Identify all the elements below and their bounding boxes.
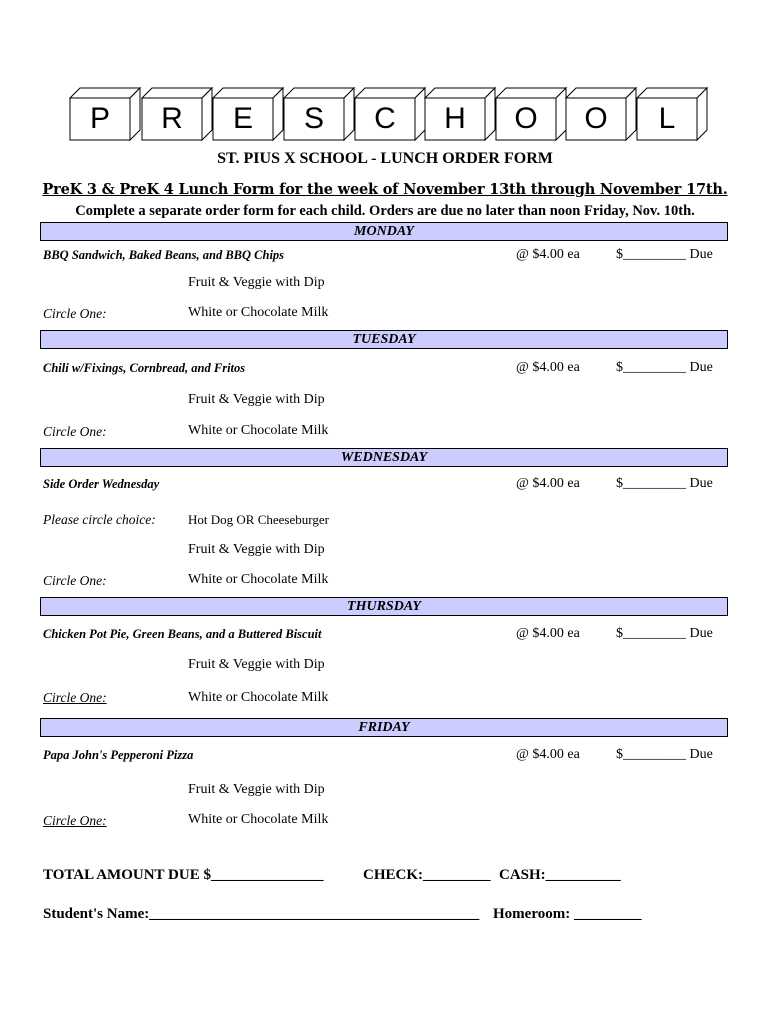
meal-thursday: Chicken Pot Pie, Green Beans, and a Buttered Biscuit [43, 627, 322, 641]
due-field-wednesday[interactable]: $_________ Due [616, 476, 713, 491]
check-field[interactable]: CHECK:_________ [363, 867, 491, 883]
due-field-thursday[interactable]: $_________ Due [616, 626, 713, 641]
meal-friday: Papa John's Pepperoni Pizza [43, 748, 194, 762]
homeroom-field[interactable]: Homeroom: _________ [493, 906, 642, 922]
form-subtitle: PreK 3 & PreK 4 Lunch Form for the week of November 13th through November 17th. [42, 181, 728, 198]
price-monday: @ $4.00 ea [516, 247, 580, 262]
side-monday: Fruit & Veggie with Dip [188, 275, 325, 290]
block-letter: E [232, 102, 253, 135]
letter-block [566, 80, 636, 142]
side-tuesday: Fruit & Veggie with Dip [188, 392, 325, 407]
letter-block [284, 80, 354, 142]
entree-choice-wednesday[interactable]: Hot Dog OR Cheeseburger [188, 512, 329, 527]
circle-one-label-monday: Circle One: [43, 306, 107, 321]
day-header-wednesday: WEDNESDAY [40, 448, 728, 467]
due-field-monday[interactable]: $_________ Due [616, 247, 713, 262]
milk-choice-wednesday[interactable]: White or Chocolate Milk [188, 572, 329, 587]
letter-block [637, 80, 707, 142]
block-letter: O [584, 102, 608, 135]
day-header-friday: FRIDAY [40, 718, 728, 737]
due-field-tuesday[interactable]: $_________ Due [616, 360, 713, 375]
cash-field[interactable]: CASH:__________ [499, 867, 621, 883]
day-header-thursday: THURSDAY [40, 597, 728, 616]
due-field-friday[interactable]: $_________ Due [616, 747, 713, 762]
meal-tuesday: Chili w/Fixings, Cornbread, and Fritos [43, 361, 246, 375]
block-letter: H [444, 102, 466, 135]
milk-choice-thursday[interactable]: White or Chocolate Milk [188, 690, 329, 705]
milk-choice-monday[interactable]: White or Chocolate Milk [188, 305, 329, 320]
day-header-monday: MONDAY [40, 222, 728, 241]
side-thursday: Fruit & Veggie with Dip [188, 657, 325, 672]
total-amount-due-field[interactable]: TOTAL AMOUNT DUE $_______________ [43, 867, 324, 883]
letter-block [355, 80, 425, 142]
letter-block [425, 80, 495, 142]
student-name-field[interactable]: Student's Name:____________________________________________ [43, 906, 480, 922]
letter-block [213, 80, 283, 142]
form-instructions: Complete a separate order form for each child. Orders are due no later than noon Friday, Nov. 10th. [75, 203, 695, 219]
block-letter: C [374, 102, 396, 135]
meal-wednesday: Side Order Wednesday [43, 477, 160, 491]
letter-block [70, 80, 140, 142]
block-letter: O [514, 102, 538, 135]
form-title: ST. PIUS X SCHOOL - LUNCH ORDER FORM [217, 150, 553, 167]
side-friday: Fruit & Veggie with Dip [188, 782, 325, 797]
circle-one-label-thursday: Circle One: [43, 690, 107, 705]
side-wednesday: Fruit & Veggie with Dip [188, 542, 325, 557]
price-wednesday: @ $4.00 ea [516, 476, 580, 491]
block-letter: L [658, 102, 676, 135]
preschool-block-letters [70, 80, 720, 142]
price-tuesday: @ $4.00 ea [516, 360, 580, 375]
circle-one-label-wednesday: Circle One: [43, 573, 107, 588]
circle-one-label-tuesday: Circle One: [43, 424, 107, 439]
milk-choice-friday[interactable]: White or Chocolate Milk [188, 812, 329, 827]
block-letter: S [303, 102, 324, 135]
day-header-tuesday: TUESDAY [40, 330, 728, 349]
circle-one-label-friday: Circle One: [43, 813, 107, 828]
letter-block [142, 80, 212, 142]
circle-choice-label-wednesday: Please circle choice: [43, 512, 156, 527]
price-friday: @ $4.00 ea [516, 747, 580, 762]
block-letter: P [89, 102, 110, 135]
meal-monday: BBQ Sandwich, Baked Beans, and BBQ Chips [43, 248, 285, 262]
letter-block [496, 80, 566, 142]
milk-choice-tuesday[interactable]: White or Chocolate Milk [188, 423, 329, 438]
price-thursday: @ $4.00 ea [516, 626, 580, 641]
block-letter: R [161, 102, 183, 135]
